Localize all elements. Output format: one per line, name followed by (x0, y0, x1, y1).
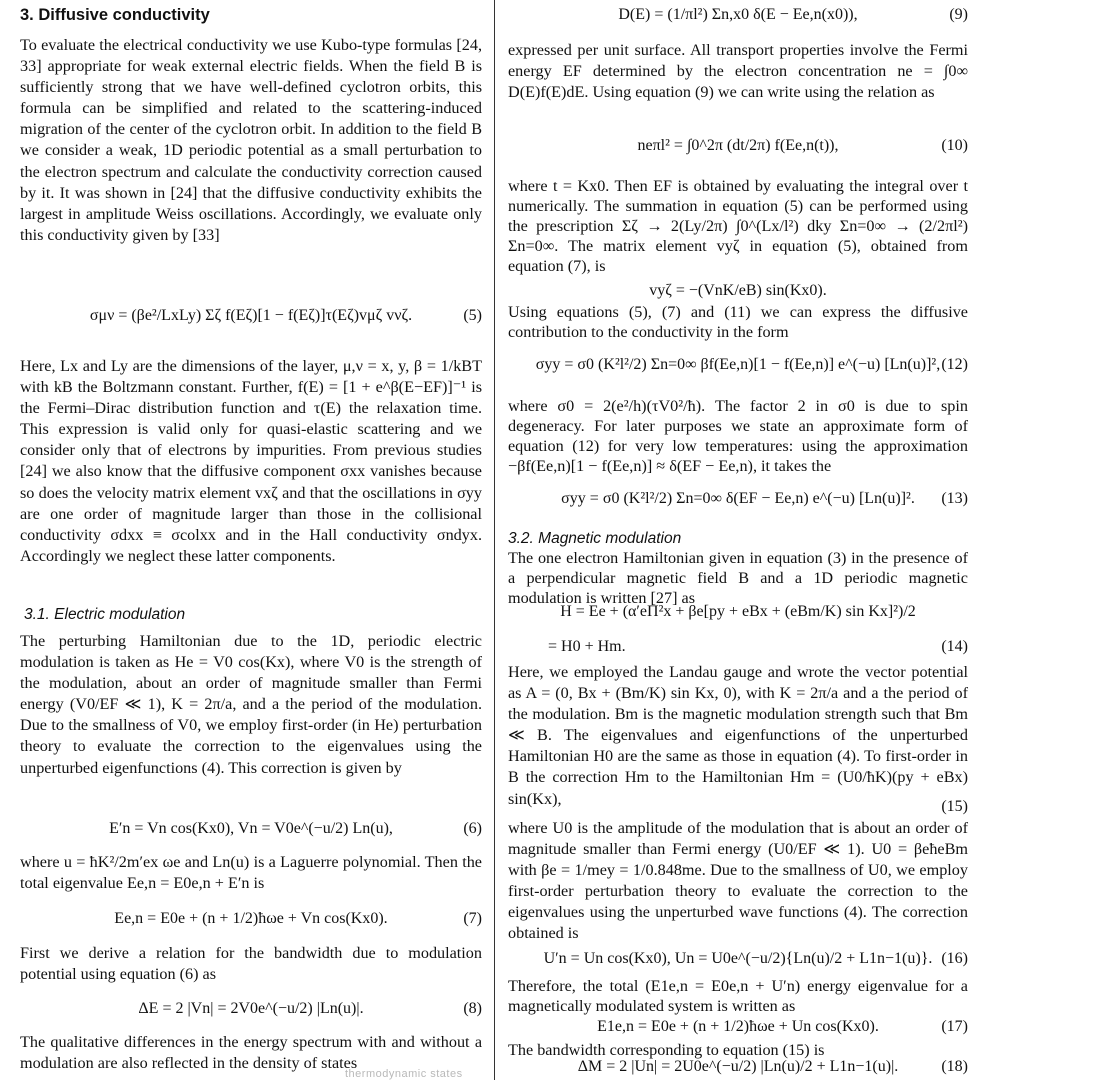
equation-13 (508, 490, 968, 514)
equation-body: σyy = σ0 (K²l²/2) Σn=0∞ δ(EF − Ee,n) e^(−u) [Ln(u)]². (561, 490, 915, 507)
paragraph: First we derive a relation for the bandwidth due to modulation potential using equation (6) as (20, 944, 482, 984)
paragraph: where U0 is the amplitude of the modulation that is about an order of magnitude smaller than Fermi energy (U0/EF ≪ 1). U0 = βeħeBm with βe = 1/mey = 1/0.848me. Due to the smallness of U0, we employ first-order perturbation theory to evaluate the correction to the eigenvalues using the unperturbed wave functions (4). The correction obtained is (508, 819, 968, 943)
equation-number: (5) (463, 307, 482, 324)
paragraph: The qualitative differences in the energy spectrum with and without a modulation are also reflected in the density of states (20, 1033, 482, 1073)
paragraph: The bandwidth corresponding to equation (15) is (508, 1041, 825, 1059)
equation-17 (508, 1018, 968, 1042)
equation-body: E′n = Vn cos(Kx0), Vn = V0e^(−u/2) Ln(u), (109, 820, 393, 837)
equation-body: σμν = (βe²/LxLy) Σζ f(Eζ)[1 − f(Eζ)]τ(Eζ)vμζ vνζ. (89, 307, 413, 324)
subsection-heading-3-2: 3.2. Magnetic modulation (508, 530, 682, 547)
equation-7 (20, 910, 482, 934)
equation-body: ΔE = 2 |Vn| = 2V0e^(−u/2) |Ln(u)|. (138, 1000, 364, 1017)
equation-body: U′n = Un cos(Kx0), Un = U0e^(−u/2){Ln(u)/2 + L1n−1(u)}. (543, 950, 933, 967)
equation-5 (20, 307, 482, 331)
paragraph: To evaluate the electrical conductivity we use Kubo-type formulas [24, 33] appropriate for weak external electric fields. When the field B is sufficiently strong that we have well-defined cyclotron orbits, this formula can be simplified and related to the scattering-induced migration of the center of the cyclotron orbit. In addition to the field B we consider a weak, 1D periodic potential as a small perturbation to the electron spectrum and calculate the conductivity correction caused by it. It was shown in [24] that the diffusive conductivity exhibits the largest in amplitude Weiss oscillations. Accordingly, we evaluate only this conductivity given by [33] (20, 36, 482, 244)
column-divider (494, 0, 495, 1080)
equation-number: (17) (941, 1018, 968, 1035)
paragraph: Here, Lx and Ly are the dimensions of the layer, μ,ν = x, y, β = 1/kBT with kB the Boltzmann constant. Further, f(E) = [1 + e^β(E−EF)]⁻¹ is the Fermi–Dirac distribution function and τ(E) the relaxation time. This expression is valid only for quasi-elastic scattering and we consider only that of electrons by impurities. From previous studies [24] we also know that the diffusive component σxx vanishes because so does the velocity matrix element vxζ and that the oscillations in σyy are one order of magnitude larger than those in the collisional conductivity σdxx ≡ σcolxx and in the Hall conductivity σndyx. Accordingly we neglect these latter components. (20, 357, 482, 565)
paragraph: Therefore, the total (E1e,n = E0e,n + U′n) energy eigenvalue for a magnetically modulated system is written as (508, 977, 968, 1015)
equation-number: (10) (941, 137, 968, 154)
equation-8 (20, 1000, 482, 1024)
watermark: thermodynamic states (345, 1068, 463, 1080)
paragraph: Using equations (5), (7) and (11) we can express the diffusive contribution to the conductivity in the form (508, 303, 968, 341)
equation-18 (508, 1058, 968, 1082)
equation-body: ΔM = 2 |Un| = 2U0e^(−u/2) |Ln(u)/2 + L1n−1(u)|. (577, 1058, 899, 1075)
equation-number: (16) (941, 950, 968, 967)
equation-body: H = Ee + (α′eΠ²x + βe[py + eBx + (eBm/K) sin Kx]²)/2 (560, 603, 916, 620)
equation-body: vyζ = −(VnK/eB) sin(Kx0). (649, 282, 827, 299)
paragraph: The one electron Hamiltonian given in equation (3) in the presence of a perpendicular magnetic field B and a 1D periodic magnetic modulation is written [27] as (508, 549, 968, 607)
paragraph: where u = ħK²/2m′ex ωe and Ln(u) is a Laguerre polynomial. Then the total eigenvalue Ee,n = E0e,n + E′n is (20, 853, 482, 893)
equation-number: (13) (941, 490, 968, 507)
subsection-heading-3-1: 3.1. Electric modulation (24, 606, 186, 623)
equation-number: (9) (949, 6, 968, 23)
equation-number: (8) (463, 1000, 482, 1017)
equation-9 (508, 6, 968, 30)
equation-16 (508, 950, 968, 974)
section-heading-3: 3. Diffusive conductivity (20, 6, 210, 24)
equation-number: (18) (941, 1058, 968, 1075)
equation-6 (20, 820, 482, 844)
equation-12 (508, 356, 968, 380)
equation-14 (508, 603, 968, 627)
paragraph: Here, we employed the Landau gauge and wrote the vector potential as A = (0, Bx + (Bm/K) sin Kx, 0), with K = 2π/a and a the period of the modulation. Bm is the magnetic modulation strength such that Bm ≪ B. The eigenvalues and eigenfunctions of the unperturbed Hamiltonian H0 are the same as those in equation (4). To first-order in B the correction Hm to the Hamiltonian Hm = (U0/ħK)(py + eBx) sin(Kx), (508, 663, 968, 808)
equation-body: = H0 + Hm. (548, 638, 626, 655)
paragraph: The perturbing Hamiltonian due to the 1D, periodic electric modulation is taken as He = V0 cos(Kx), where V0 is the strength of the modulation, about an order of magnitude smaller than Fermi energy (V0/EF ≪ 1), K = 2π/a, and a the period of the modulation. Due to the smallness of V0, we employ first-order (in He) perturbation theory to evaluate the correction to the eigenvalues using the unperturbed eigenfunctions (4). This correction is given by (20, 632, 482, 777)
equation-body: D(E) = (1/πl²) Σn,x0 δ(E − Ee,n(x0)), (618, 6, 858, 23)
paragraph: expressed per unit surface. All transport properties involve the Fermi energy EF determined by the electron concentration ne = ∫0∞ D(E)f(E)dE. Using equation (9) we can write using the relation as (508, 41, 968, 102)
equation-body: E1e,n = E0e + (n + 1/2)ħωe + Un cos(Kx0). (597, 1018, 879, 1035)
equation-body: neπl² = ∫0^2π (dt/2π) f(Ee,n(t)), (637, 137, 839, 154)
equation-number: (12) (941, 356, 968, 373)
equation-number: (15) (941, 798, 968, 815)
equation-number: (14) (941, 638, 968, 655)
equation-number: (7) (463, 910, 482, 927)
equation-number: (6) (463, 820, 482, 837)
paragraph: where σ0 = 2(e²/h)(τV0²/ħ). The factor 2 in σ0 is due to spin degeneracy. For later purposes we state an approximate form of equation (12) for very low temperatures: using the approximation −βf(Ee,n)[1 − f(Ee,n)] ≈ δ(EF − Ee,n), it takes the (508, 397, 968, 475)
equation-14-continued (508, 638, 968, 662)
equation-10 (508, 137, 968, 161)
equation-body: σyy = σ0 (K²l²/2) Σn=0∞ βf(Ee,n)[1 − f(Ee,n)] e^(−u) [Ln(u)]², (535, 356, 941, 373)
paragraph: where t = Kx0. Then EF is obtained by evaluating the integral over t numerically. The summation in equation (5) can be performed using the prescription Σζ → 2(Ly/2π) ∫0^(Lx/l²) dky Σn=0∞ → (2/2πl²) Σn=0∞. The matrix element vyζ in equation (5), obtained from equation (7), is (508, 177, 968, 275)
equation-body: Ee,n = E0e + (n + 1/2)ħωe + Vn cos(Kx0). (114, 910, 388, 927)
